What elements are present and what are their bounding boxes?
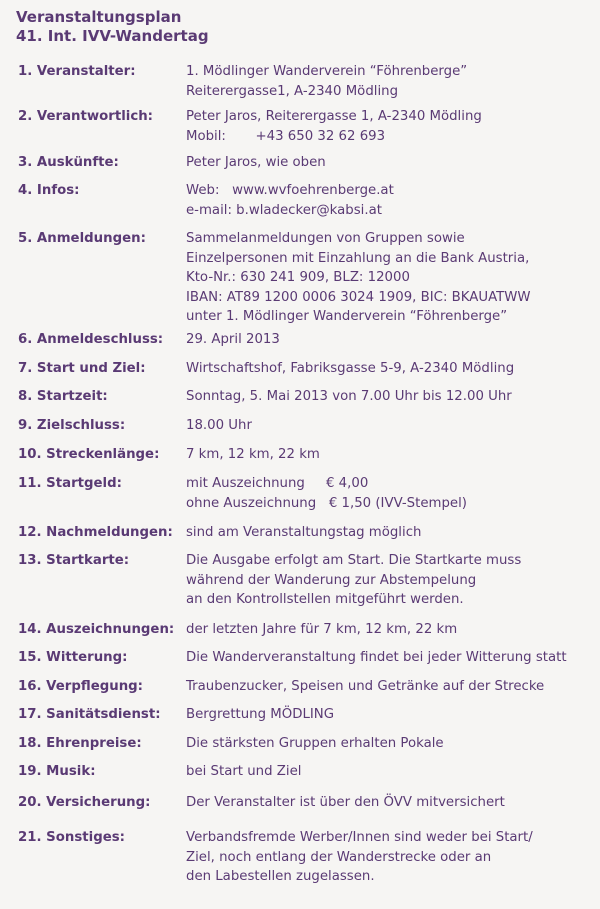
item-label: 8. Startzeit: <box>18 389 108 404</box>
item-value-line: 7 km, 12 km, 22 km <box>186 447 320 462</box>
item-value <box>186 677 544 697</box>
item-label: 14. Auszeichnungen: <box>18 622 175 637</box>
item-label: 3. Auskünfte: <box>18 155 119 170</box>
item-value-line: 1. Mödlinger Wanderverein “Föhrenberge” <box>186 64 468 79</box>
item-value <box>186 387 512 407</box>
item-label: 4. Infos: <box>18 183 80 198</box>
item-value-line: mit Auszeichnung € 4,00 <box>186 476 369 491</box>
item-value-line: e-mail: b.wladecker@kabsi.at <box>186 202 382 218</box>
item-value-line: Sammelanmeldungen von Gruppen sowie <box>186 231 465 246</box>
item-value-line: bei Start und Ziel <box>186 764 302 779</box>
item-value <box>186 416 252 436</box>
item-value-line: Wirtschaftshof, Fabriksgasse 5-9, A-2340 Mödling <box>186 361 515 376</box>
item-label: 6. Anmeldeschluss: <box>18 332 164 347</box>
item-label: 16. Verpflegung: <box>18 679 144 694</box>
item-value-line: sind am Veranstaltungstag möglich <box>186 525 422 540</box>
item-value <box>186 107 482 146</box>
document-title: Veranstaltungsplan <box>16 8 182 26</box>
item-value-line: Web: www.wvfoehrenberge.at <box>186 183 394 198</box>
item-value-line: während der Wanderung zur Abstempelung <box>186 572 477 588</box>
item-value-line: Mobil: +43 650 32 62 693 <box>186 128 386 144</box>
item-label: 5. Anmeldungen: <box>18 231 146 246</box>
item-label: 20. Versicherung: <box>18 795 151 810</box>
item-value <box>186 229 531 327</box>
item-value-line: ohne Auszeichnung € 1,50 (IVV-Stempel) <box>186 495 467 511</box>
item-label: 9. Zielschluss: <box>18 418 126 433</box>
item-value-line: Peter Jaros, wie oben <box>186 155 326 170</box>
item-value-line: Einzelpersonen mit Einzahlung an die Bank Austria, <box>186 250 530 266</box>
item-value-line: Peter Jaros, Reiterergasse 1, A-2340 Mödling <box>186 109 482 124</box>
item-value <box>186 551 521 610</box>
item-label: 10. Streckenlänge: <box>18 447 160 462</box>
item-value-line: 29. April 2013 <box>186 332 280 347</box>
item-value-line: Kto-Nr.: 630 241 909, BLZ: 12000 <box>186 270 410 285</box>
item-label: 21. Sonstiges: <box>18 830 125 845</box>
item-value-line: Reiterergasse1, A-2340 Mödling <box>186 83 399 99</box>
item-label: 19. Musik: <box>18 764 96 779</box>
item-value-line: Sonntag, 5. Mai 2013 von 7.00 Uhr bis 12.00 Uhr <box>186 389 512 404</box>
item-value-line: an den Kontrollstellen mitgeführt werden. <box>186 592 464 607</box>
item-value-line: Bergrettung MÖDLING <box>186 707 335 722</box>
document-subtitle: 41. Int. IVV-Wandertag <box>16 27 209 45</box>
item-value <box>186 445 320 465</box>
item-label: 13. Startkarte: <box>18 553 130 568</box>
item-value-line: Die stärksten Gruppen erhalten Pokale <box>186 736 444 751</box>
item-label: 1. Veranstalter: <box>18 64 136 79</box>
item-value-line: den Labestellen zugelassen. <box>186 869 375 884</box>
item-value-line: Die Wanderveranstaltung findet bei jeder Witterung statt <box>186 650 567 665</box>
item-value-line: IBAN: AT89 1200 0006 3024 1909, BIC: BKAUATWW <box>186 289 531 305</box>
item-value <box>186 359 514 379</box>
item-value <box>186 523 421 543</box>
item-value <box>186 705 334 725</box>
item-value <box>186 181 394 220</box>
item-value-line: 18.00 Uhr <box>186 418 252 433</box>
item-value <box>186 620 457 640</box>
item-value-line: Verbandsfremde Werber/Innen sind weder bei Start/ <box>186 830 533 845</box>
item-label: 18. Ehrenpreise: <box>18 736 142 751</box>
item-value <box>186 330 280 350</box>
item-value <box>186 828 533 887</box>
item-label: 7. Start und Ziel: <box>18 361 146 376</box>
item-value-line: der letzten Jahre für 7 km, 12 km, 22 km <box>186 622 458 637</box>
item-value <box>186 734 444 754</box>
item-label: 15. Witterung: <box>18 650 128 665</box>
item-label: 17. Sanitätsdienst: <box>18 707 161 722</box>
item-value <box>186 62 467 101</box>
item-value <box>186 762 301 782</box>
item-value-line: Traubenzucker, Speisen und Getränke auf der Strecke <box>186 679 545 694</box>
item-value <box>186 793 505 813</box>
item-value-line: Der Veranstalter ist über den ÖVV mitversichert <box>186 795 505 810</box>
item-value <box>186 648 567 668</box>
item-value-line: unter 1. Mödlinger Wanderverein “Föhrenberge” <box>186 309 508 324</box>
item-value-line: Die Ausgabe erfolgt am Start. Die Startkarte muss <box>186 553 522 568</box>
item-value <box>186 474 467 513</box>
item-label: 11. Startgeld: <box>18 476 122 491</box>
item-value-line: Ziel, noch entlang der Wanderstrecke oder an <box>186 849 492 865</box>
item-label: 2. Verantwortlich: <box>18 109 153 124</box>
item-value <box>186 153 326 173</box>
item-label: 12. Nachmeldungen: <box>18 525 173 540</box>
